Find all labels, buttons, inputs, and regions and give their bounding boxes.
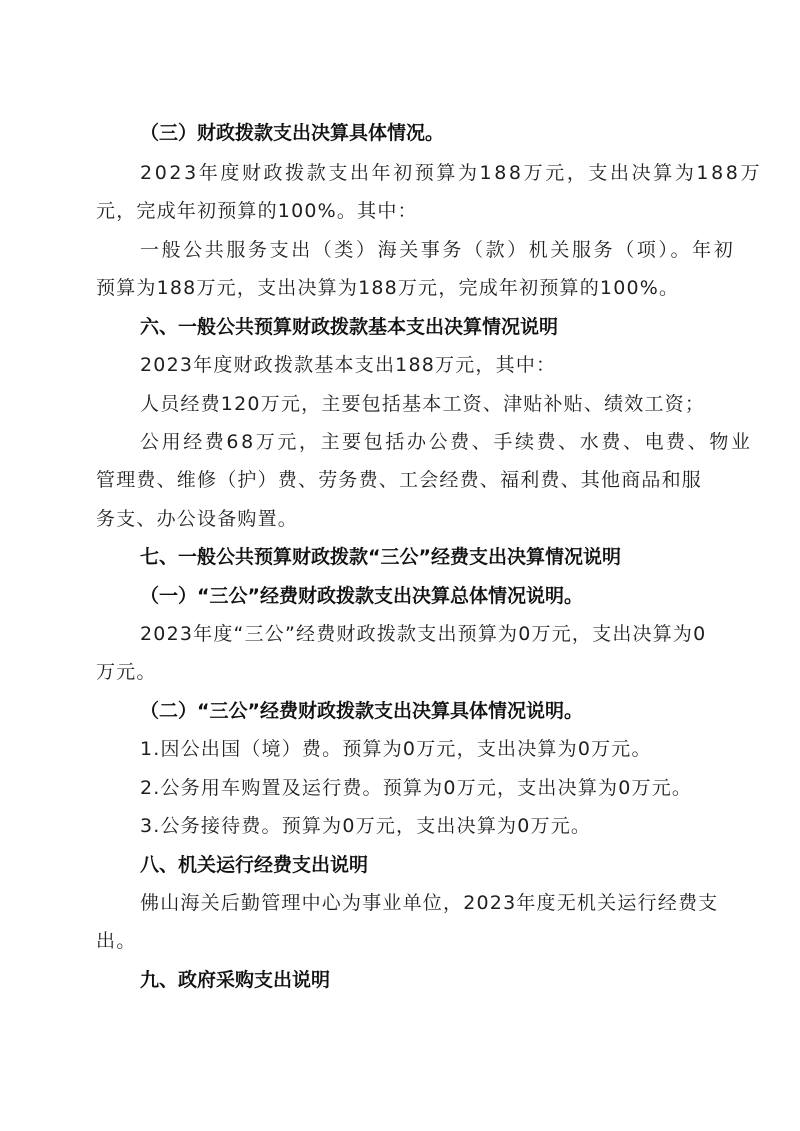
section-7-item-2: 2.公务用车购置及运行费。预算为0万元，支出决算为0万元。	[140, 777, 693, 799]
section-6-paragraph-3-line-3: 务支、办公设备购置。	[96, 508, 299, 530]
section-7-paragraph-1-line-2: 万元。	[96, 661, 157, 683]
section-6-heading: 六、一般公共预算财政拨款基本支出决算情况说明	[140, 316, 559, 338]
section-6-paragraph-3-line-1: 公用经费68万元，主要包括办公费、手续费、水费、电费、物业	[140, 431, 753, 453]
section-9-heading: 九、政府采购支出说明	[140, 969, 331, 991]
section-3-heading: （三）财政拨款支出决算具体情况。	[140, 122, 445, 144]
section-3-paragraph-2-line-2: 预算为188万元，支出决算为188万元，完成年初预算的100%。	[96, 277, 680, 299]
section-7-item-1: 1.因公出国（境）费。预算为0万元，支出决算为0万元。	[140, 738, 652, 760]
section-6-paragraph-3-line-2: 管理费、维修（护）费、劳务费、工会经费、福利费、其他商品和服	[96, 469, 703, 491]
section-8-heading: 八、机关运行经费支出说明	[140, 854, 369, 876]
section-7-subheading-2: （二）“三公”经费财政拨款支出决算具体情况说明。	[140, 700, 583, 722]
section-7-heading: 七、一般公共预算财政拨款“三公”经费支出决算情况说明	[140, 546, 621, 568]
section-7-paragraph-1-line-1: 2023年度“三公”经费财政拨款支出预算为0万元，支出决算为0	[140, 623, 707, 645]
section-7-item-3: 3.公务接待费。预算为0万元，支出决算为0万元。	[140, 815, 592, 837]
section-8-paragraph-1-line-1: 佛山海关后勤管理中心为事业单位，2023年度无机关运行经费支	[140, 892, 719, 914]
section-8-paragraph-1-line-2: 出。	[96, 930, 137, 952]
section-6-paragraph-2: 人员经费120万元，主要包括基本工资、津贴补贴、绩效工资；	[140, 393, 706, 415]
section-3-paragraph-1-line-1: 2023年度财政拨款支出年初预算为188万元，支出决算为188万	[140, 162, 763, 184]
section-7-subheading-1: （一）“三公”经费财政拨款支出决算总体情况说明。	[140, 585, 583, 607]
section-6-paragraph-1: 2023年度财政拨款基本支出188万元，其中：	[140, 354, 557, 376]
section-3-paragraph-1-line-2: 元，完成年初预算的100%。其中：	[96, 200, 418, 222]
section-3-paragraph-2-line-1: 一般公共服务支出（类）海关事务（款）机关服务（项）。年初	[140, 239, 736, 261]
